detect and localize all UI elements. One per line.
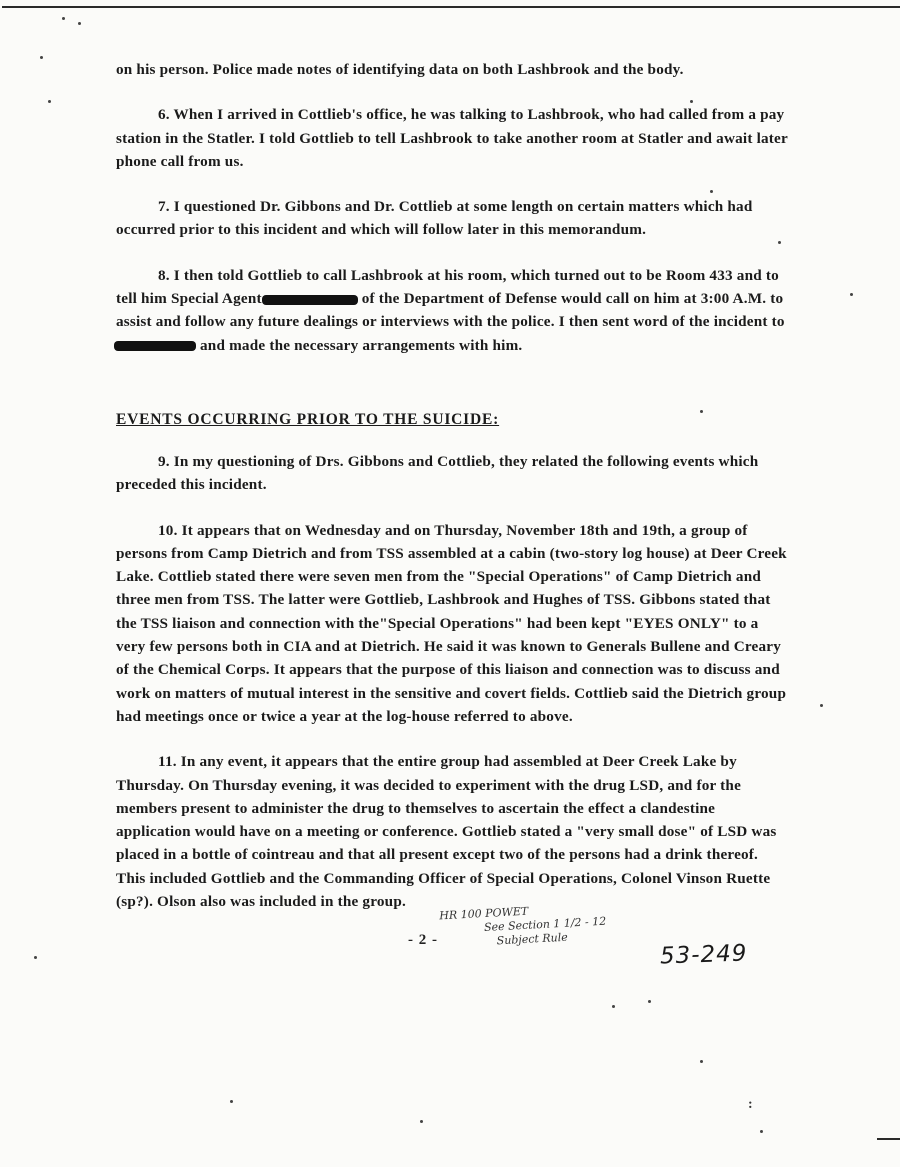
paragraph-8-part-a: 8. I then told Gottlieb to call Lashbrook at his room, which turned out to be Room 433 and to tell him Special Agent bbox=[116, 266, 779, 308]
paragraph-5-tail: on his person. Police made notes of identifying data on both Lashbrook and the body. bbox=[116, 61, 684, 78]
paragraph-11: 11. In any event, it appears that the entire group had assembled at Deer Creek Lake by Thursday. On Thursday evening, it was decided to experiment with the drug LSD, and for the members present to administer the drug to themselves to ascertain the effect a clandestine application would have on a meeting or conference. Gottlieb stated a "very small dose" of LSD was placed in a bottle of cointreau and that all present except two of the persons had a drink thereof. This included Gottlieb and the Commanding Officer of Special Operations, Colonel Vinson Ruette (sp?). Olson also was included in the group. bbox=[116, 753, 777, 911]
scan-speck bbox=[40, 56, 43, 59]
redaction-mark bbox=[262, 295, 358, 305]
scan-speck bbox=[760, 1130, 763, 1133]
scan-speck bbox=[230, 1100, 233, 1103]
paragraph-8-part-c: and made the necessary arrangements with him. bbox=[200, 336, 523, 354]
scan-speck bbox=[700, 410, 703, 413]
handwritten-document-number: 53-249 bbox=[659, 940, 748, 970]
section-heading: EVENTS OCCURRING PRIOR TO THE SUICIDE: bbox=[116, 411, 500, 428]
handwritten-note-line: Subject Rule bbox=[496, 930, 569, 948]
scan-speck bbox=[48, 100, 51, 103]
top-border-line bbox=[2, 6, 900, 8]
paragraph-8-part-b: of the Department of Defense would call on him at 3:00 A.M. to assist and follow any future dealings or interviews with the police. I then sent word of the incident to bbox=[116, 290, 785, 331]
scan-speck bbox=[850, 293, 853, 296]
document-body-continued bbox=[116, 450, 788, 913]
scan-speck bbox=[34, 956, 37, 959]
scan-speck bbox=[710, 190, 713, 193]
scan-speck bbox=[690, 100, 693, 103]
scan-speck bbox=[420, 1120, 423, 1123]
paragraph-10: 10. It appears that on Wednesday and on Thursday, November 18th and 19th, a group of persons from Camp Dietrich and from TSS assembled at a cabin (two-story log house) at Deer Creek Lake. Cottlieb stated there were seven men from the "Special Operations" of Camp Dietrich and three men from TSS. The latter were Gottlieb, Lashbrook and Hughes of TSS. Gibbons stated that the TSS liaison and connection with the"Special Operations" had been kept "EYES ONLY" to a very few persons both in CIA and at Dietrich. He said it was known to Generals Bullene and Creary of the Chemical Corps. It appears that the purpose of this liaison and connection was to discuss and work on matters of mutual interest in the sensitive and covert fields. Cottlieb said the Dietrich group had meetings once or twice a year at the log-house referred to above. bbox=[116, 521, 787, 725]
paragraph-7: 7. I questioned Dr. Gibbons and Dr. Cottlieb at some length on certain matters which had occurred prior to this incident and which will follow later in this memorandum. bbox=[116, 198, 753, 239]
paragraph-6: 6. When I arrived in Cottlieb's office, he was talking to Lashbrook, who had called from a pay station in the Statler. I told Gottlieb to tell Lashbrook to take another room at Statler and await later phone call from us. bbox=[116, 106, 788, 170]
handwritten-note-line: HR 100 POWET bbox=[439, 904, 529, 923]
paragraph-9: 9. In my questioning of Drs. Gibbons and Cottlieb, they related the following events which preceded this incident. bbox=[116, 453, 759, 494]
scan-speck bbox=[700, 1060, 703, 1063]
scan-speck bbox=[820, 704, 823, 707]
handwritten-note-line: See Section 1 1/2 - 12 bbox=[483, 914, 607, 935]
corner-mark: : bbox=[748, 1097, 753, 1112]
scan-speck bbox=[648, 1000, 651, 1003]
handwritten-note bbox=[439, 901, 607, 952]
redaction-mark bbox=[114, 341, 196, 351]
paragraph-8 bbox=[116, 264, 788, 357]
scan-speck bbox=[612, 1005, 615, 1008]
scan-speck bbox=[778, 241, 781, 244]
document-body bbox=[116, 58, 788, 357]
scan-speck bbox=[78, 22, 81, 25]
scan-speck bbox=[62, 17, 65, 20]
page-number: - 2 - bbox=[408, 932, 438, 948]
bottom-right-mark bbox=[877, 1138, 900, 1140]
